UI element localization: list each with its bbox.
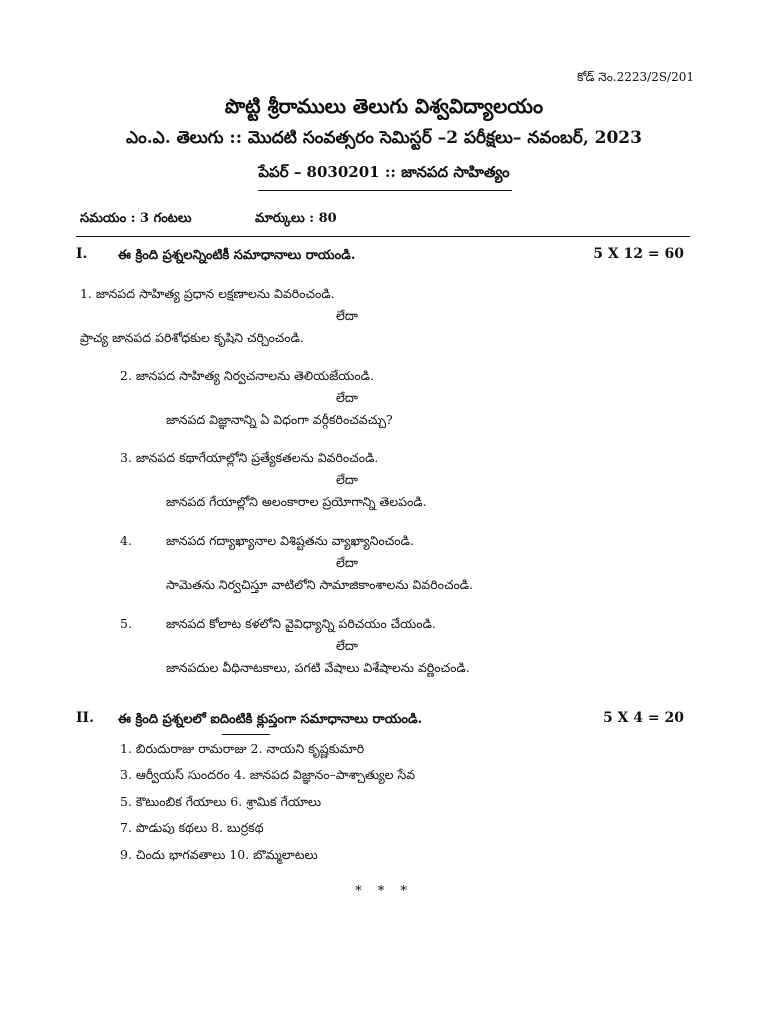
section1-marks: 5 X 12 = 60 <box>593 246 684 262</box>
exam-time: సమయం : 3 గంటలు <box>80 211 192 226</box>
exam-title: ఎం.ఎ. తెలుగు :: మొదటి సంవత్సరం సెమిస్టర్ –2 పరీక్షలు– నవంబర్, 2023 <box>126 128 642 148</box>
paper-title: పేపర్ – 8030201 :: జానపద సాహిత్యం <box>258 163 510 181</box>
short-question-row: 1. బిరుదురాజు రామరాజు 2. నాయని కృష్ణకుమారి <box>120 741 365 756</box>
section1-instruction: ఈ క్రింది ప్రశ్నలన్నింటికీ సమాధానాలు రాయండి. <box>118 248 356 263</box>
question-4-number: 4. <box>120 533 132 548</box>
question-5: జానపద కోలాట కళలోని వైవిధ్యాన్ని పరిచయం చేయండి. <box>166 616 436 631</box>
section2-number: II. <box>76 710 94 726</box>
question-text: జానపద కథాగేయాల్లోని ప్రత్యేకతలను వివరించండి. <box>135 450 379 465</box>
question-number: 2. <box>120 368 132 383</box>
exam-marks: మార్కులు : 80 <box>255 211 337 226</box>
question-2-alternative: జానపద విజ్ఞానాన్ని ఏ విధంగా వర్గీకరించవచ్చు? <box>166 412 393 427</box>
instruction-underline <box>222 734 270 735</box>
question-4-alternative: సామెతను నిర్వచిస్తూ వాటిలోని సామాజికాంశాలను వివరించండి. <box>166 577 474 592</box>
exam-code: కోడ్ నెం.2223/2S/201 <box>577 70 694 84</box>
question-3-alternative: జానపద గేయాల్లోని అలంకారాల ప్రయోగాన్ని తెలపండి. <box>166 494 427 509</box>
question-4: జానపద గద్యాఖ్యానాల విశిష్టతను వ్యాఖ్యానించండి. <box>166 533 414 548</box>
or-label: లేదా <box>336 555 358 570</box>
question-text: జానపద సాహిత్య ప్రధాన లక్షణాలను వివరించండి. <box>95 286 335 301</box>
question-2 <box>120 368 374 387</box>
short-question-row: 5. కౌటుంబిక గేయాలు 6. శ్రామిక గేయాలు <box>120 794 322 809</box>
or-label: లేదా <box>336 390 358 405</box>
question-5-alternative: జానపదుల వీధినాటకాలు, పగటి వేషాలు విశేషాలను వర్ణించండి. <box>166 660 470 675</box>
short-question-row: 9. చిందు భాగవతాలు 10. బొమ్మలాటలు <box>120 847 318 862</box>
paper-underline <box>258 190 512 191</box>
or-label: లేదా <box>336 638 358 653</box>
header-divider <box>76 236 690 237</box>
section2-instruction: ఈ క్రింది ప్రశ్నలలో ఐదింటికి క్లుప్తంగా సమాధానాలు రాయండి. <box>118 712 423 727</box>
question-1 <box>80 286 335 305</box>
question-1-alternative: ప్రాచ్య జానపద పరిశోధకుల కృషిని చర్చించండి. <box>80 330 304 345</box>
question-number: 3. <box>120 450 132 465</box>
question-text: జానపద సాహిత్య నిర్వచనాలను తెలియజేయండి. <box>135 368 374 383</box>
short-question-row: 7. పొడుపు కథలు 8. బుర్రకథ <box>120 820 264 835</box>
end-marker: * * * <box>355 884 413 899</box>
question-5-number: 5. <box>120 616 132 631</box>
question-3 <box>120 450 378 469</box>
university-title: పొట్టి శ్రీరాములు తెలుగు విశ్వవిద్యాలయం <box>224 94 544 118</box>
section2-marks: 5 X 4 = 20 <box>602 710 684 726</box>
or-label: లేదా <box>336 472 358 487</box>
short-question-row: 3. ఆర్వీయస్ సుందరం 4. జానపద విజ్ఞానం–పాశ్చాత్యుల సేవ <box>120 767 416 782</box>
or-label: లేదా <box>336 308 358 323</box>
question-number: 1. <box>80 286 92 301</box>
section1-number: I. <box>76 246 88 262</box>
